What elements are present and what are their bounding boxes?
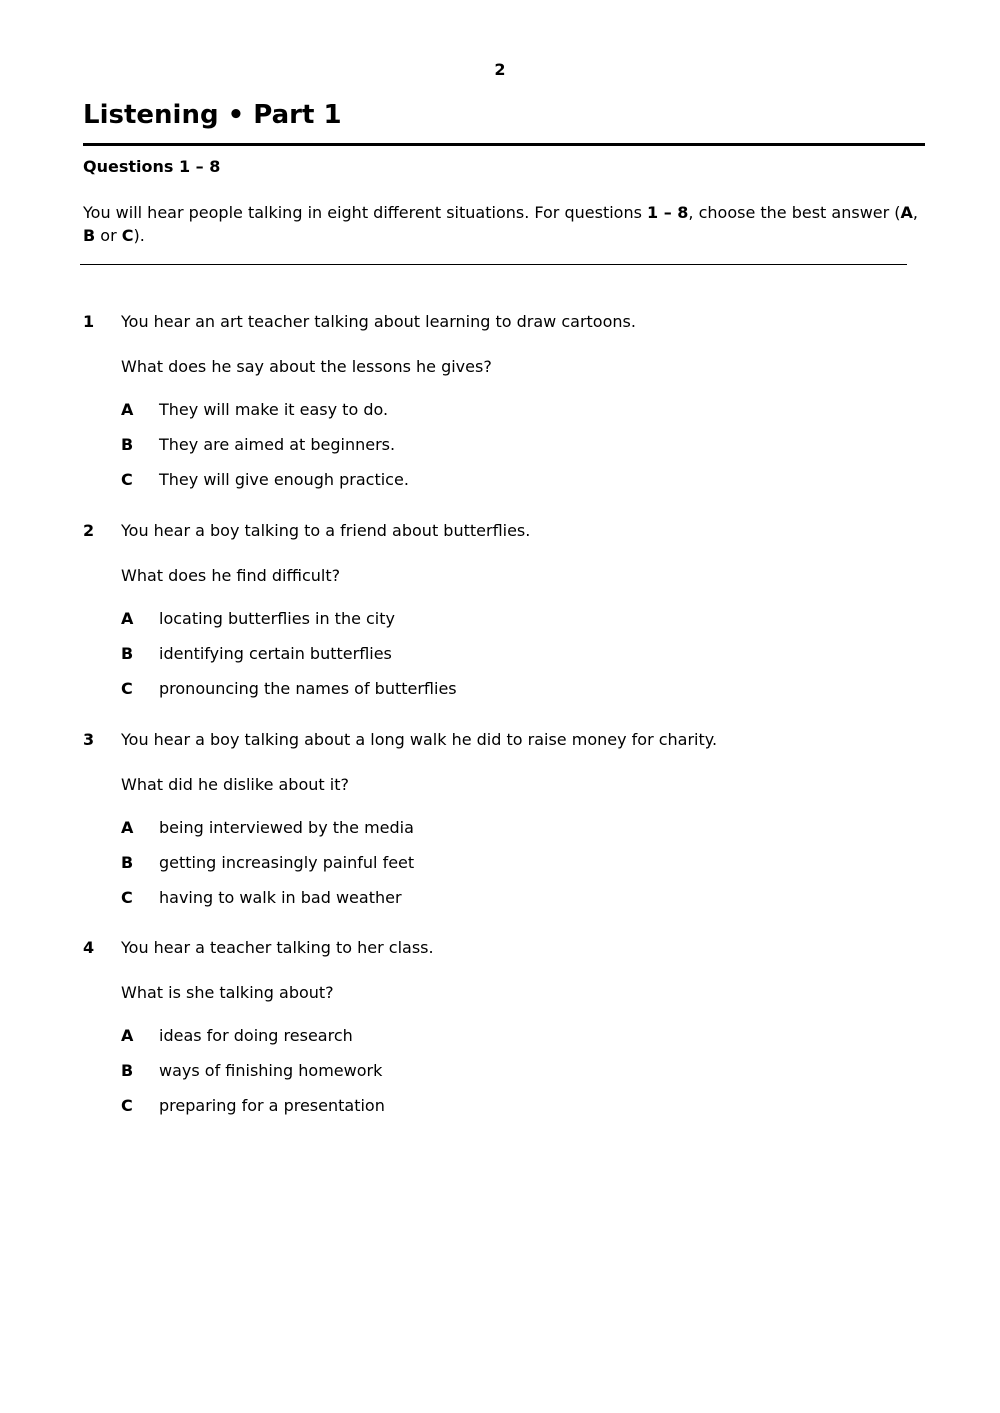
option-text: locating butterflies in the city bbox=[159, 609, 395, 628]
option-text: They are aimed at beginners. bbox=[159, 435, 396, 454]
question-prompt: What does he say about the lessons he gives? bbox=[121, 357, 492, 376]
instructions-divider bbox=[80, 264, 907, 265]
option-c[interactable] bbox=[83, 1095, 943, 1117]
instructions-range: 1 – 8 bbox=[647, 203, 689, 222]
instructions-separator-2: or bbox=[95, 226, 122, 245]
question-situation: You hear an art teacher talking about learning to draw cartoons. bbox=[121, 312, 636, 331]
instructions-text-1: You will hear people talking in eight different situations. For questions bbox=[83, 203, 648, 222]
question-prompt: What did he dislike about it? bbox=[121, 775, 349, 794]
question-number: 1 bbox=[83, 312, 95, 331]
answer-options bbox=[83, 608, 943, 700]
title-divider bbox=[83, 143, 925, 146]
option-b[interactable] bbox=[83, 1060, 943, 1082]
question-situation: You hear a teacher talking to her class. bbox=[121, 938, 434, 957]
option-a[interactable] bbox=[83, 399, 943, 421]
instructions-option-c: C bbox=[121, 226, 134, 245]
option-a[interactable] bbox=[83, 817, 943, 839]
option-text: getting increasingly painful feet bbox=[159, 853, 415, 872]
question-4 bbox=[83, 937, 943, 1130]
option-letter: C bbox=[121, 679, 133, 698]
question-prompt: What is she talking about? bbox=[121, 983, 334, 1002]
option-letter: A bbox=[121, 1026, 134, 1045]
option-c[interactable] bbox=[83, 469, 943, 491]
instructions-option-a: A bbox=[900, 203, 913, 222]
question-number: 2 bbox=[83, 521, 95, 540]
option-letter: C bbox=[121, 888, 133, 907]
option-letter: B bbox=[121, 435, 134, 454]
option-text: pronouncing the names of butterflies bbox=[159, 679, 457, 698]
option-text: identifying certain butterflies bbox=[159, 644, 392, 663]
option-text: ideas for doing research bbox=[159, 1026, 353, 1045]
question-2 bbox=[83, 520, 943, 713]
option-letter: B bbox=[121, 853, 134, 872]
option-b[interactable] bbox=[83, 434, 943, 456]
option-letter: C bbox=[121, 470, 133, 489]
question-1 bbox=[83, 311, 943, 504]
instructions-text-2: , choose the best answer ( bbox=[688, 203, 901, 222]
answer-options bbox=[83, 1025, 943, 1117]
option-letter: B bbox=[121, 1061, 134, 1080]
option-letter: A bbox=[121, 609, 134, 628]
question-number: 4 bbox=[83, 938, 95, 957]
questions-range-heading: Questions 1 – 8 bbox=[83, 157, 221, 176]
instructions-option-b: B bbox=[83, 226, 96, 245]
question-number: 3 bbox=[83, 730, 95, 749]
option-b[interactable] bbox=[83, 852, 943, 874]
option-a[interactable] bbox=[83, 608, 943, 630]
question-situation: You hear a boy talking about a long walk he did to raise money for charity. bbox=[121, 730, 718, 749]
answer-options bbox=[83, 817, 943, 909]
answer-options bbox=[83, 399, 943, 491]
option-text: They will give enough practice. bbox=[159, 470, 409, 489]
option-text: ways of finishing homework bbox=[159, 1061, 383, 1080]
instructions-text-3: ). bbox=[133, 226, 145, 245]
option-c[interactable] bbox=[83, 678, 943, 700]
option-letter: C bbox=[121, 1096, 133, 1115]
instructions bbox=[83, 201, 933, 247]
option-a[interactable] bbox=[83, 1025, 943, 1047]
option-text: being interviewed by the media bbox=[159, 818, 414, 837]
option-c[interactable] bbox=[83, 887, 943, 909]
question-prompt: What does he find difficult? bbox=[121, 566, 341, 585]
option-b[interactable] bbox=[83, 643, 943, 665]
page-number: 2 bbox=[494, 60, 506, 79]
option-letter: A bbox=[121, 818, 134, 837]
option-text: having to walk in bad weather bbox=[159, 888, 402, 907]
instructions-separator-1: , bbox=[912, 203, 919, 222]
option-text: preparing for a presentation bbox=[159, 1096, 385, 1115]
option-letter: A bbox=[121, 400, 134, 419]
question-situation: You hear a boy talking to a friend about butterflies. bbox=[121, 521, 531, 540]
option-letter: B bbox=[121, 644, 134, 663]
page-title: Listening • Part 1 bbox=[83, 100, 342, 130]
option-text: They will make it easy to do. bbox=[159, 400, 389, 419]
question-3 bbox=[83, 729, 943, 922]
